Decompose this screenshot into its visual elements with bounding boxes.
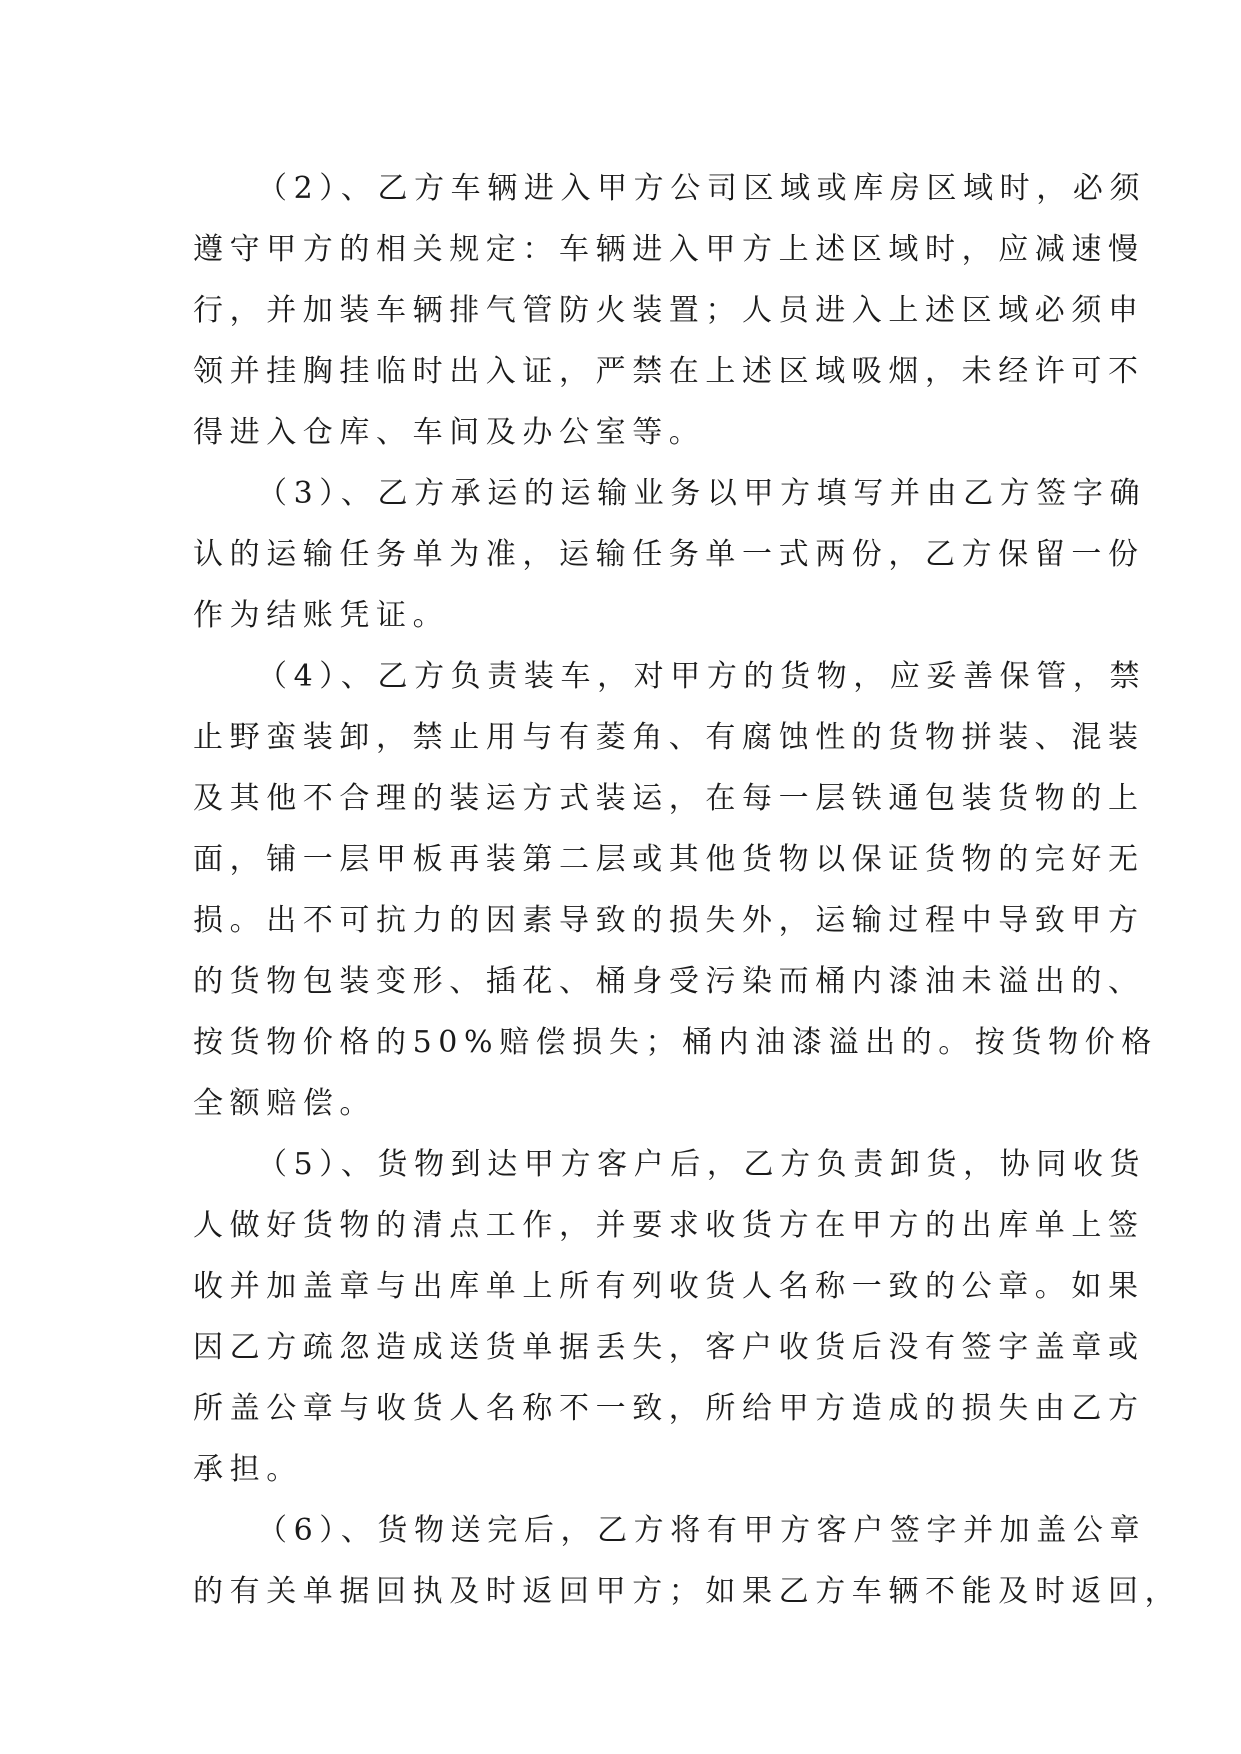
- paragraph-line: 因乙方疏忽造成送货单据丢失，客户收货后没有签字盖章或: [193, 1330, 1145, 1365]
- clause-3-paragraph: [193, 463, 1147, 646]
- paragraph-line: 止野蛮装卸，禁止用与有菱角、有腐蚀性的货物拼装、混装: [193, 720, 1145, 755]
- paragraph-line: （3）、乙方承运的运输业务以甲方填写并由乙方签字确: [257, 476, 1147, 511]
- paragraph-line: 所盖公章与收货人名称不一致，所给甲方造成的损失由乙方: [193, 1391, 1145, 1426]
- paragraph-line: 的货物包装变形、插花、桶身受污染而桶内漆油未溢出的、: [193, 964, 1145, 999]
- paragraph-line: 收并加盖章与出库单上所有列收货人名称一致的公章。如果: [193, 1269, 1145, 1304]
- clause-6-paragraph: [193, 1500, 1182, 1622]
- paragraph-line: 作为结账凭证。: [193, 598, 450, 633]
- clause-2-paragraph: [193, 158, 1147, 463]
- clause-4-paragraph: [193, 646, 1158, 1134]
- paragraph-line: 遵守甲方的相关规定：车辆进入甲方上述区域时，应减速慢: [193, 232, 1145, 267]
- paragraph-line: 领并挂胸挂临时出入证，严禁在上述区域吸烟，未经许可不: [193, 354, 1145, 389]
- paragraph-line: 损。出不可抗力的因素导致的损失外，运输过程中导致甲方: [193, 903, 1145, 938]
- paragraph-line: 承担。: [193, 1452, 303, 1487]
- paragraph-line: （5）、货物到达甲方客户后，乙方负责卸货，协同收货: [257, 1147, 1147, 1182]
- paragraph-line: 按货物价格的50%赔偿损失；桶内油漆溢出的。按货物价格: [193, 1025, 1158, 1060]
- paragraph-line: （4）、乙方负责装车，对甲方的货物，应妥善保管，禁: [257, 659, 1147, 694]
- paragraph-line: 得进入仓库、车间及办公室等。: [193, 415, 706, 450]
- paragraph-line: 及其他不合理的装运方式装运，在每一层铁通包装货物的上: [193, 781, 1145, 816]
- paragraph-line: 人做好货物的清点工作，并要求收货方在甲方的出库单上签: [193, 1208, 1145, 1243]
- paragraph-line: （6）、货物送完后，乙方将有甲方客户签字并加盖公章: [257, 1513, 1147, 1548]
- clause-5-paragraph: [193, 1134, 1147, 1500]
- paragraph-line: 行，并加装车辆排气管防火装置；人员进入上述区域必须申: [193, 293, 1145, 328]
- paragraph-line: 面，铺一层甲板再装第二层或其他货物以保证货物的完好无: [193, 842, 1145, 877]
- paragraph-line: （2）、乙方车辆进入甲方公司区域或库房区域时，必须: [257, 171, 1147, 206]
- document-body: [193, 158, 1182, 1622]
- paragraph-line: 的有关单据回执及时返回甲方；如果乙方车辆不能及时返回，: [193, 1574, 1182, 1609]
- paragraph-line: 认的运输任务单为准，运输任务单一式两份，乙方保留一份: [193, 537, 1145, 572]
- paragraph-line: 全额赔偿。: [193, 1086, 376, 1121]
